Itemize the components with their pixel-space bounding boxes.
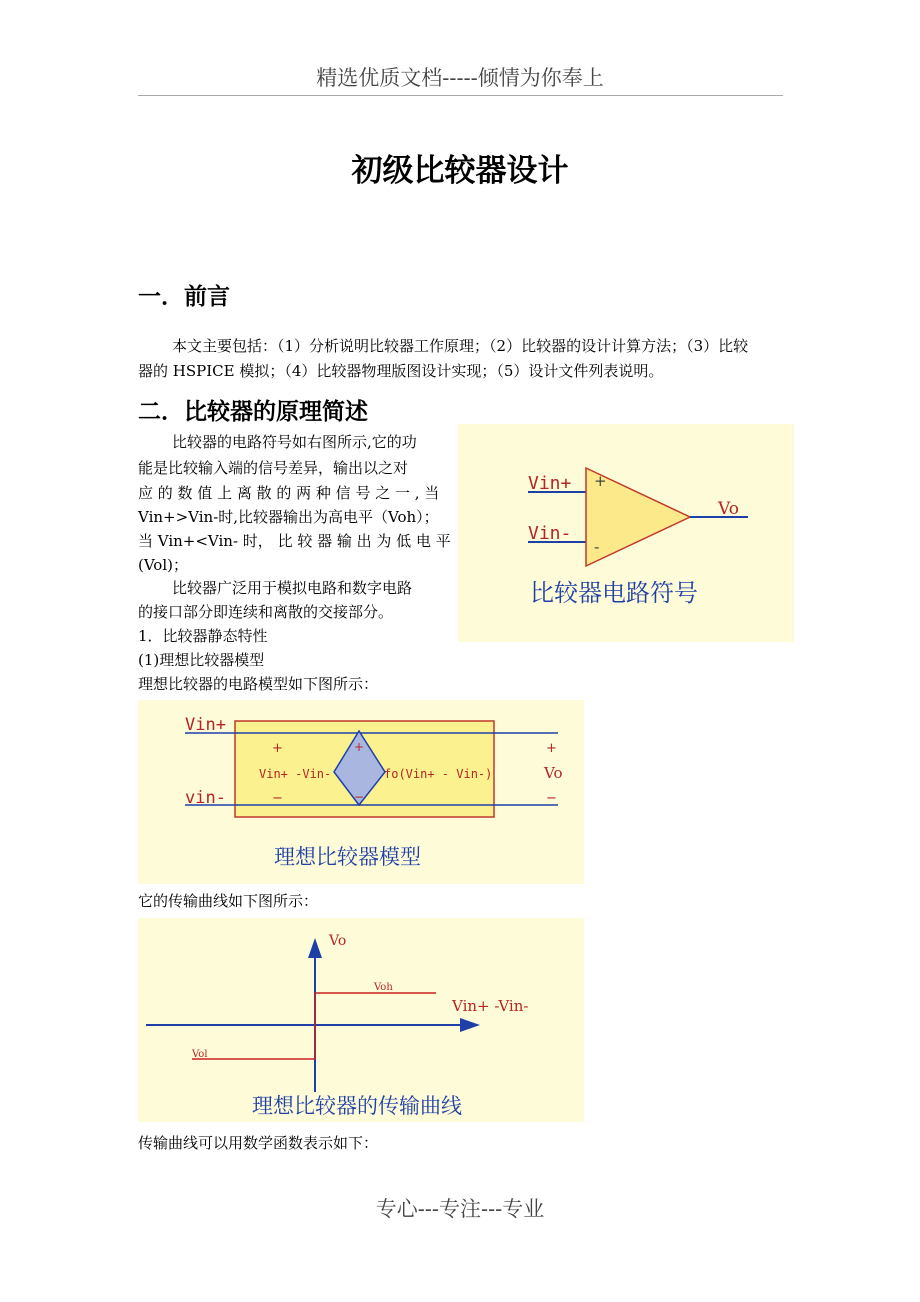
output-minus-sign: −: [546, 791, 557, 806]
section-heading-preface: 一．前言: [138, 284, 230, 310]
figure-caption: 比较器电路符号: [530, 579, 698, 607]
subheading-static-characteristics: 1．比较器静态特性: [138, 627, 268, 645]
vin-plus-label: Vin+: [528, 473, 572, 494]
math-intro-text: 传输曲线可以用数学函数表示如下：: [138, 1134, 379, 1152]
principle-line-7: 比较器广泛用于模拟电路和数字电路: [172, 579, 413, 597]
output-plus-sign: +: [546, 741, 557, 756]
source-plus-sign: +: [354, 740, 365, 754]
principle-line-5: 当 Vin+<Vin- 时， 比 较 器 输 出 为 低 电 平: [138, 532, 451, 550]
principle-line-1: 比较器的电路符号如右图所示,它的功: [172, 433, 417, 451]
document-title: 初级比较器设计: [351, 153, 569, 189]
principle-line-2: 能是比较输入端的信号差异，输出以之对: [138, 459, 409, 477]
curve-caption: 理想比较器的传输曲线: [252, 1094, 462, 1118]
preface-line-1: 本文主要包括：（1）分析说明比较器工作原理；（2）比较器的设计计算方法；（3）比较: [172, 337, 749, 355]
model-vin-plus-label: Vin+: [185, 715, 226, 735]
curve-intro-text: 它的传输曲线如下图所示：: [138, 892, 319, 910]
section-heading-principle: 二．比较器的原理简述: [138, 399, 368, 425]
differential-input-label: Vin+ -Vin-: [259, 767, 332, 781]
page-footer: 专心---专注---专业: [375, 1197, 545, 1221]
input-minus-sign: −: [272, 791, 283, 806]
x-axis-label: Vin+ -Vin-: [452, 997, 529, 1015]
figure-background: [138, 918, 584, 1122]
model-intro-text: 理想比较器的电路模型如下图所示：: [138, 675, 379, 693]
transfer-curve-figure: [138, 918, 584, 1122]
principle-line-4: Vin+>Vin-时,比较器输出为高电平（Voh）；: [138, 508, 439, 526]
principle-line-8: 的接口部分即连续和离散的交接部分。: [138, 603, 394, 621]
curve-vo-label: Vo: [329, 933, 347, 949]
minus-sign: -: [594, 538, 600, 556]
model-vin-minus-label: vin-: [185, 788, 226, 808]
model-caption: 理想比较器模型: [274, 845, 421, 869]
input-plus-sign: +: [272, 741, 283, 756]
vo-label: Vo: [718, 499, 739, 519]
function-label: fo(Vin+ - Vin-): [384, 767, 493, 781]
subheading-ideal-model: (1)理想比较器模型: [138, 651, 265, 669]
model-vo-label: Vo: [544, 764, 563, 782]
vin-minus-label: Vin-: [528, 523, 572, 544]
comparator-symbol-figure: [458, 424, 794, 642]
vol-label: Vol: [192, 1049, 208, 1060]
voh-label: Voh: [374, 982, 393, 993]
principle-line-3: 应 的 数 值 上 离 散 的 两 种 信 号 之 一 , 当: [138, 484, 440, 502]
plus-sign: +: [594, 472, 607, 490]
ideal-model-figure: [138, 700, 584, 884]
source-minus-sign: −: [354, 790, 365, 804]
principle-line-6: (Vol)；: [138, 556, 188, 574]
preface-line-2: 器的 HSPICE 模拟；（4）比较器物理版图设计实现；（5）设计文件列表说明。: [138, 362, 664, 380]
page-header: 精选优质文档-----倾情为你奉上: [316, 66, 604, 90]
header-rule: [138, 95, 783, 96]
